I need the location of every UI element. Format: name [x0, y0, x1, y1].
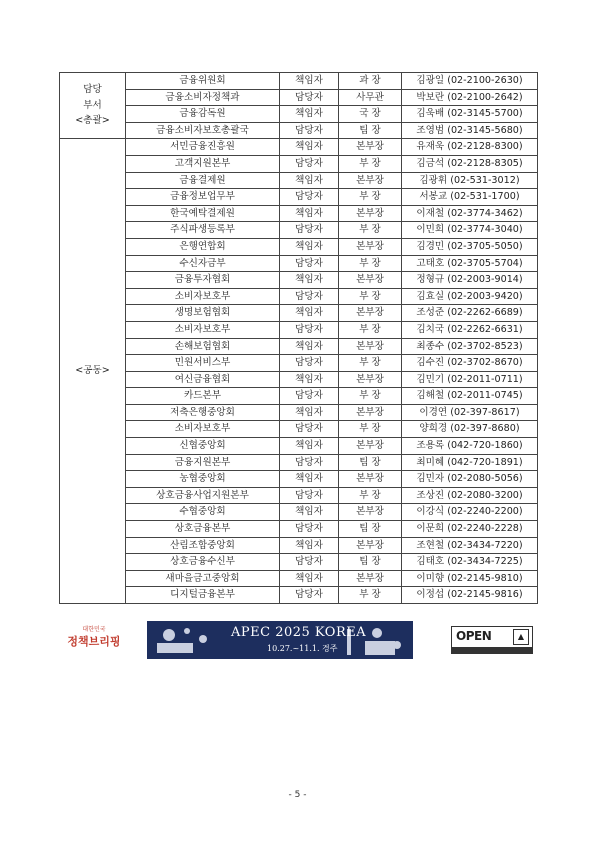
phone-text: (02-3774-3040) [447, 224, 523, 236]
open-license-logo [451, 626, 533, 654]
role-cell: 담당자 [280, 454, 339, 471]
role-cell: 담당자 [280, 255, 339, 272]
contact-cell [402, 404, 538, 421]
name-text: 이문희 [416, 523, 445, 535]
position-cell: 본부장 [339, 537, 402, 554]
position-cell: 팀 장 [339, 122, 402, 139]
org-cell: 상호금융본부 [126, 521, 280, 538]
contact-cell [402, 521, 538, 538]
name-text: 김광일 [416, 75, 445, 86]
group-label [60, 73, 126, 139]
table-row [60, 570, 538, 587]
table-row [60, 255, 538, 272]
group-label-line: <공동> [75, 365, 110, 377]
org-cell: 여신금융협회 [126, 371, 280, 388]
org-cell: 은행연합회 [126, 238, 280, 255]
contact-cell [402, 205, 538, 222]
name-text: 이강식 [416, 506, 445, 518]
footer-logos [59, 620, 537, 664]
phone-text: (02-397-8680) [450, 423, 520, 435]
org-cell: 저축은행중앙회 [126, 404, 280, 421]
table-row [60, 172, 538, 189]
cc-icon: ▲ [513, 629, 529, 645]
name-text: 김민자 [416, 473, 445, 485]
group-label-line: 담당 [83, 84, 102, 96]
contact-cell [402, 172, 538, 189]
position-cell: 부 장 [339, 487, 402, 504]
org-cell: 상호금융수신부 [126, 554, 280, 571]
org-cell: 산림조합중앙회 [126, 537, 280, 554]
position-cell: 부 장 [339, 288, 402, 305]
group-label-line: <총괄> [75, 115, 110, 127]
name-text: 김해철 [416, 390, 445, 402]
position-cell: 과 장 [339, 73, 402, 90]
contact-cell [402, 487, 538, 504]
org-cell: 카드본부 [126, 388, 280, 405]
phone-text: (02-2240-2200) [447, 506, 523, 518]
position-cell: 팀 장 [339, 521, 402, 538]
role-cell: 담당자 [280, 222, 339, 239]
phone-text: (02-3705-5050) [447, 240, 523, 252]
name-text: 이민희 [416, 224, 445, 236]
role-cell: 책임자 [280, 570, 339, 587]
table-row [60, 222, 538, 239]
position-cell: 본부장 [339, 338, 402, 355]
policy-briefing-logo [59, 626, 129, 656]
name-text: 정형규 [416, 274, 445, 286]
contact-cell [402, 222, 538, 239]
phone-text: (02-3702-8670) [447, 357, 523, 369]
phone-text: (02-3434-7225) [447, 556, 523, 568]
org-cell: 디지털금융본부 [126, 587, 280, 604]
name-text: 박보란 [416, 91, 445, 103]
role-cell: 담당자 [280, 355, 339, 372]
group-label [60, 139, 126, 604]
name-text: 조현철 [416, 539, 445, 551]
table-row [60, 122, 538, 139]
org-cell: 금융지원본부 [126, 454, 280, 471]
org-cell: 소비자보호부 [126, 421, 280, 438]
phone-text: (02-2011-0711) [447, 373, 523, 385]
name-text: 조용록 [416, 440, 445, 452]
name-text: 김민기 [416, 373, 445, 385]
role-cell: 담당자 [280, 189, 339, 206]
position-cell: 본부장 [339, 504, 402, 521]
org-cell: 소비자보호부 [126, 321, 280, 338]
table-row [60, 189, 538, 206]
name-text: 조성준 [416, 307, 445, 319]
role-cell: 책임자 [280, 338, 339, 355]
contact-cell [402, 537, 538, 554]
position-cell: 국 장 [339, 106, 402, 123]
org-cell: 한국예탁결제원 [126, 205, 280, 222]
phone-text: (02-2003-9420) [447, 290, 523, 302]
phone-text: (02-2080-5056) [447, 473, 523, 485]
phone-text: (02-2100-2642) [447, 91, 523, 103]
contact-cell [402, 388, 538, 405]
role-cell: 책임자 [280, 106, 339, 123]
table-row [60, 421, 538, 438]
group-label-line: 부서 [83, 99, 102, 111]
org-cell: 고객지원본부 [126, 155, 280, 172]
org-cell: 금융결제원 [126, 172, 280, 189]
apec-banner [147, 621, 413, 659]
phone-text: (02-3145-5680) [447, 124, 523, 136]
position-cell: 부 장 [339, 255, 402, 272]
phone-text: (02-2145-9810) [447, 572, 523, 584]
org-cell: 손해보험협회 [126, 338, 280, 355]
contact-cell [402, 288, 538, 305]
open-logo-bar [452, 647, 532, 653]
table-row [60, 371, 538, 388]
phone-text: (02-3702-8523) [447, 340, 523, 352]
role-cell: 담당자 [280, 487, 339, 504]
phone-text: (042-720-1891) [447, 456, 523, 468]
role-cell: 담당자 [280, 122, 339, 139]
name-text: 김효실 [416, 290, 445, 302]
table-row [60, 438, 538, 455]
role-cell: 책임자 [280, 238, 339, 255]
org-cell: 금융투자협회 [126, 272, 280, 289]
org-cell: 신협중앙회 [126, 438, 280, 455]
table-row [60, 537, 538, 554]
position-cell: 본부장 [339, 205, 402, 222]
phone-text: (02-3705-5704) [447, 257, 523, 269]
phone-text: (02-2011-0745) [447, 390, 523, 402]
contact-cell [402, 122, 538, 139]
role-cell: 책임자 [280, 537, 339, 554]
contact-cell [402, 106, 538, 123]
org-cell: 금융위원회 [126, 73, 280, 90]
table-row [60, 487, 538, 504]
role-cell: 담당자 [280, 288, 339, 305]
contact-cell [402, 338, 538, 355]
contact-cell [402, 587, 538, 604]
page-number: - 5 - [288, 790, 307, 800]
position-cell: 부 장 [339, 388, 402, 405]
name-text: 고태호 [416, 257, 445, 269]
table-row [60, 106, 538, 123]
table-row [60, 404, 538, 421]
table-row [60, 205, 538, 222]
phone-text: (02-531-3012) [450, 174, 520, 186]
policy-briefing-logo-text: 정책브리핑 [67, 635, 121, 648]
position-cell: 부 장 [339, 587, 402, 604]
org-cell: 수신자금부 [126, 255, 280, 272]
phone-text: (02-2262-6631) [447, 323, 523, 335]
phone-text: (02-2003-9014) [447, 274, 523, 286]
role-cell: 책임자 [280, 371, 339, 388]
position-cell: 본부장 [339, 570, 402, 587]
contact-cell [402, 321, 538, 338]
name-text: 유재욱 [416, 141, 445, 153]
table-row [60, 73, 538, 90]
org-cell: 생명보험협회 [126, 305, 280, 322]
position-cell: 본부장 [339, 438, 402, 455]
phone-text: (02-3774-3462) [447, 207, 523, 219]
position-cell: 사무관 [339, 89, 402, 106]
contact-cell [402, 255, 538, 272]
table-row [60, 338, 538, 355]
role-cell: 담당자 [280, 388, 339, 405]
role-cell: 담당자 [280, 554, 339, 571]
org-cell: 상호금융사업지원본부 [126, 487, 280, 504]
org-cell: 새마을금고중앙회 [126, 570, 280, 587]
name-text: 이재철 [416, 207, 445, 219]
role-cell: 책임자 [280, 172, 339, 189]
open-logo-text: OPEN [456, 629, 492, 643]
phone-text: (02-3145-5700) [447, 108, 523, 120]
table-row [60, 554, 538, 571]
name-text: 김수진 [416, 357, 445, 369]
org-cell: 금융감독원 [126, 106, 280, 123]
name-text: 이경연 [419, 406, 448, 418]
position-cell: 본부장 [339, 238, 402, 255]
contact-cell [402, 189, 538, 206]
table-row [60, 139, 538, 156]
position-cell: 본부장 [339, 305, 402, 322]
name-text: 서봉교 [419, 191, 448, 203]
role-cell: 책임자 [280, 139, 339, 156]
name-text: 김태호 [416, 556, 445, 568]
org-cell: 금융정보업무부 [126, 189, 280, 206]
table-row [60, 321, 538, 338]
table-row [60, 272, 538, 289]
name-text: 김광휘 [419, 174, 448, 186]
apec-date: 10.27.~11.1. 경주 [267, 644, 338, 653]
org-cell: 서민금융진흥원 [126, 139, 280, 156]
role-cell: 책임자 [280, 504, 339, 521]
position-cell: 본부장 [339, 139, 402, 156]
contact-cell [402, 155, 538, 172]
phone-text: (02-2145-9816) [447, 589, 523, 601]
org-cell: 금융소비자보호총괄국 [126, 122, 280, 139]
position-cell: 본부장 [339, 272, 402, 289]
role-cell: 책임자 [280, 205, 339, 222]
contact-cell [402, 471, 538, 488]
contact-cell [402, 305, 538, 322]
phone-text: (02-2262-6689) [447, 307, 523, 319]
name-text: 김치국 [416, 323, 445, 335]
table-row [60, 305, 538, 322]
contact-table [59, 72, 538, 604]
phone-text: (02-531-1700) [450, 191, 520, 203]
role-cell: 책임자 [280, 305, 339, 322]
table-row [60, 388, 538, 405]
name-text: 이미향 [416, 572, 445, 584]
org-cell: 수협중앙회 [126, 504, 280, 521]
position-cell: 팀 장 [339, 454, 402, 471]
contact-table-body [60, 73, 538, 604]
table-row [60, 521, 538, 538]
role-cell: 책임자 [280, 73, 339, 90]
phone-text: (02-2128-8300) [447, 141, 523, 153]
role-cell: 담당자 [280, 321, 339, 338]
contact-cell [402, 355, 538, 372]
contact-cell [402, 554, 538, 571]
contact-cell [402, 438, 538, 455]
table-row [60, 454, 538, 471]
role-cell: 담당자 [280, 587, 339, 604]
contact-cell [402, 504, 538, 521]
table-row [60, 504, 538, 521]
role-cell: 책임자 [280, 272, 339, 289]
contact-cell [402, 89, 538, 106]
position-cell: 부 장 [339, 355, 402, 372]
name-text: 최미혜 [416, 456, 445, 468]
name-text: 김금석 [416, 157, 445, 169]
position-cell: 부 장 [339, 155, 402, 172]
org-cell: 소비자보호부 [126, 288, 280, 305]
position-cell: 본부장 [339, 371, 402, 388]
position-cell: 부 장 [339, 189, 402, 206]
table-row [60, 471, 538, 488]
contact-cell [402, 139, 538, 156]
position-cell: 본부장 [339, 172, 402, 189]
name-text: 조영범 [416, 124, 445, 136]
table-row [60, 587, 538, 604]
role-cell: 담당자 [280, 89, 339, 106]
phone-text: (02-2080-3200) [447, 489, 523, 501]
contact-cell [402, 73, 538, 90]
contact-cell [402, 272, 538, 289]
name-text: 김욱배 [416, 108, 445, 120]
position-cell: 팀 장 [339, 554, 402, 571]
contact-cell [402, 421, 538, 438]
name-text: 조상진 [416, 489, 445, 501]
phone-text: (02-2240-2228) [447, 523, 523, 535]
name-text: 이정섭 [416, 589, 445, 601]
policy-briefing-logo-small: 대한민국 [82, 626, 106, 633]
phone-text: (02-2128-8305) [447, 157, 523, 169]
position-cell: 본부장 [339, 471, 402, 488]
position-cell: 부 장 [339, 321, 402, 338]
contact-cell [402, 570, 538, 587]
name-text: 김경민 [416, 240, 445, 252]
contact-cell [402, 238, 538, 255]
name-text: 최종수 [416, 340, 445, 352]
role-cell: 담당자 [280, 421, 339, 438]
position-cell: 부 장 [339, 222, 402, 239]
phone-text: (02-3434-7220) [447, 539, 523, 551]
role-cell: 담당자 [280, 155, 339, 172]
role-cell: 담당자 [280, 521, 339, 538]
phone-text: (02-2100-2630) [447, 75, 523, 86]
table-row [60, 155, 538, 172]
phone-text: (042-720-1860) [447, 440, 523, 452]
table-row [60, 288, 538, 305]
position-cell: 부 장 [339, 421, 402, 438]
role-cell: 책임자 [280, 471, 339, 488]
position-cell: 본부장 [339, 404, 402, 421]
org-cell: 주식파생등록부 [126, 222, 280, 239]
phone-text: (02-397-8617) [450, 406, 520, 418]
name-text: 양희경 [419, 423, 448, 435]
role-cell: 책임자 [280, 404, 339, 421]
role-cell: 책임자 [280, 438, 339, 455]
table-row [60, 355, 538, 372]
contact-cell [402, 454, 538, 471]
org-cell: 농협중앙회 [126, 471, 280, 488]
apec-title: APEC 2025 KOREA [231, 625, 367, 640]
org-cell: 민원서비스부 [126, 355, 280, 372]
table-row [60, 238, 538, 255]
org-cell: 금융소비자정책과 [126, 89, 280, 106]
contact-cell [402, 371, 538, 388]
table-row [60, 89, 538, 106]
